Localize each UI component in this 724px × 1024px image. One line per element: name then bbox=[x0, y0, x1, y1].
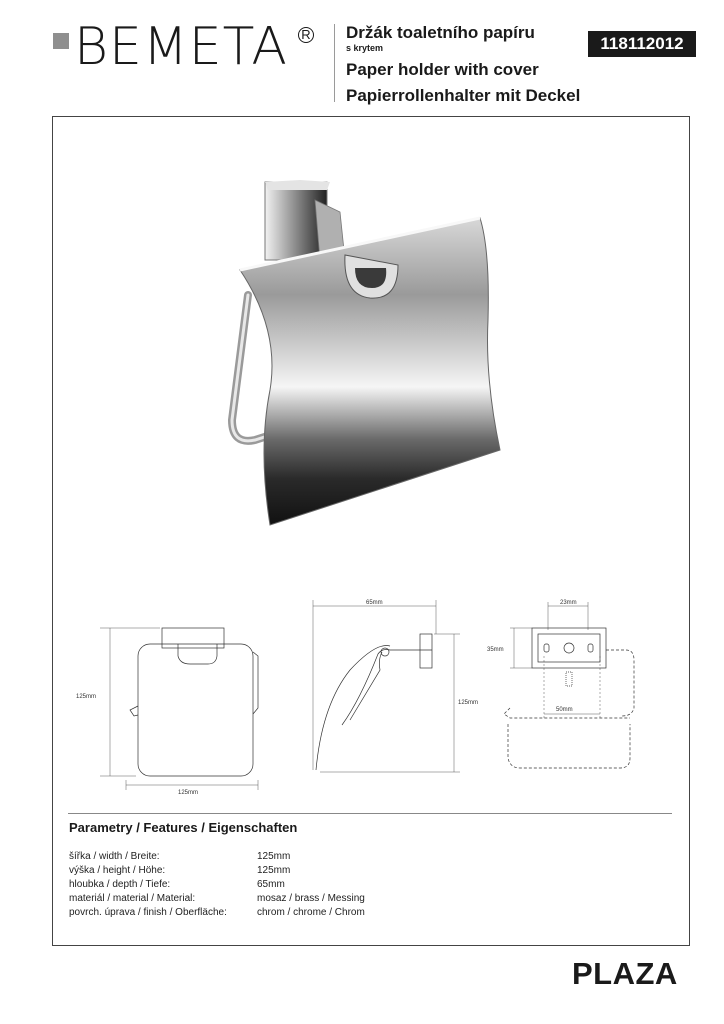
spec-label: šířka / width / Breite: bbox=[69, 851, 160, 862]
front-view-drawing bbox=[130, 628, 258, 776]
side-height-label: 125mm bbox=[458, 700, 479, 706]
spec-value: mosaz / brass / Messing bbox=[257, 893, 365, 904]
spec-label: hloubka / depth / Tiefe: bbox=[69, 879, 171, 890]
mount-plate-width-label: 23mm bbox=[560, 600, 577, 606]
spec-row bbox=[69, 906, 365, 920]
product-line-name: PLAZA bbox=[572, 956, 678, 991]
spec-label: povrch. úprava / finish / Oberfläche: bbox=[69, 907, 227, 918]
spec-value: 125mm bbox=[257, 851, 291, 862]
header-divider bbox=[334, 24, 335, 102]
title-english: Paper holder with cover bbox=[346, 60, 539, 79]
registered-mark: R bbox=[298, 27, 314, 43]
title-czech: Držák toaletního papíru bbox=[346, 23, 535, 42]
spec-label: materiál / material / Material: bbox=[69, 893, 196, 904]
spec-row bbox=[69, 878, 365, 892]
spec-table bbox=[69, 850, 365, 920]
spec-value: chrom / chrome / Chrom bbox=[257, 907, 365, 918]
front-width-label: 125mm bbox=[178, 790, 199, 796]
mount-view-drawing bbox=[504, 628, 634, 768]
logo-square bbox=[53, 33, 69, 49]
brand-logo: BEMETA bbox=[74, 17, 288, 77]
title-german: Papierrollenhalter mit Deckel bbox=[346, 86, 581, 105]
mount-hole-spacing-label: 50mm bbox=[556, 707, 573, 713]
features-divider bbox=[68, 813, 672, 814]
technical-drawings bbox=[60, 590, 680, 805]
side-view-drawing bbox=[316, 634, 432, 770]
side-depth-label: 65mm bbox=[366, 600, 383, 606]
front-height-label: 125mm bbox=[76, 694, 97, 700]
features-heading: Parametry / Features / Eigenschaften bbox=[69, 820, 298, 835]
spec-value: 125mm bbox=[257, 865, 291, 876]
spec-row bbox=[69, 892, 365, 906]
mount-plate-height-label: 35mm bbox=[487, 647, 504, 653]
spec-value: 65mm bbox=[257, 879, 285, 890]
product-photo bbox=[140, 120, 580, 560]
subtitle-czech: s krytem bbox=[346, 43, 384, 53]
product-code-badge: 118112012 bbox=[588, 31, 696, 57]
spec-row bbox=[69, 850, 365, 864]
spec-label: výška / height / Höhe: bbox=[69, 865, 166, 876]
spec-row bbox=[69, 864, 365, 878]
